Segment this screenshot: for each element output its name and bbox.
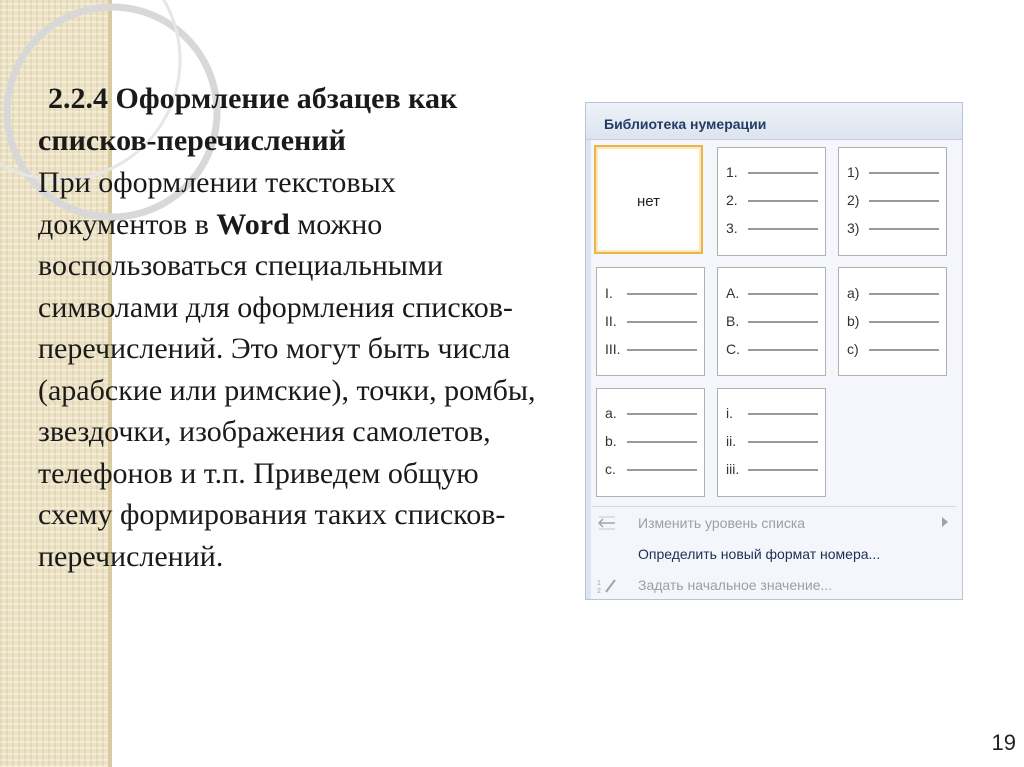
panel-header	[586, 103, 962, 140]
format-number: a)	[847, 285, 860, 301]
page-number: 19	[991, 730, 1016, 755]
format-row	[847, 218, 941, 238]
format-line	[869, 321, 939, 323]
define-new-number-format-label: Определить новый формат номера...	[638, 546, 881, 562]
title-line-2: списков-перечислений	[38, 124, 346, 157]
slide-body	[38, 162, 538, 577]
numbering-pencil-icon	[596, 576, 618, 594]
format-number: b)	[847, 313, 860, 329]
format-line	[748, 200, 818, 202]
format-row	[726, 339, 820, 359]
format-row	[726, 459, 820, 479]
set-numbering-value-label: Задать начальное значение...	[638, 577, 833, 593]
format-line	[627, 349, 697, 351]
change-list-level-item[interactable]	[586, 508, 962, 538]
format-tile-arabic-paren[interactable]	[838, 147, 947, 256]
format-line	[627, 321, 697, 323]
format-tile-alpha-lower-dot[interactable]	[596, 388, 705, 497]
panel-header-label: Библиотека нумерации	[604, 116, 767, 132]
change-list-level-label: Изменить уровень списка	[638, 515, 806, 531]
format-number: C.	[726, 341, 740, 357]
format-line	[869, 293, 939, 295]
format-row	[605, 283, 699, 303]
body-part-2: можно воспользоваться специальными символами для оформления списков-перечислений. Это могут быть числа (арабские или римские), точки, ромбы, звездочки, изображения самолетов, телефонов и т.п. Приведем общую схему формирования таких списков-перечислений.	[38, 207, 536, 573]
format-tile-roman-lower[interactable]	[717, 388, 826, 497]
format-number: c.	[605, 461, 616, 477]
format-row	[726, 218, 820, 238]
body-part-1: При оформлении текстовых документов в	[38, 166, 396, 241]
format-tile-arabic-dot[interactable]	[717, 147, 826, 256]
svg-text:1: 1	[597, 580, 601, 587]
format-line	[869, 228, 939, 230]
define-new-number-format-item[interactable]	[586, 539, 962, 569]
format-none-label: нет	[637, 193, 660, 210]
format-tile-alpha-upper[interactable]	[717, 267, 826, 376]
format-row	[726, 403, 820, 423]
menu-separator	[592, 506, 956, 507]
format-line	[748, 321, 818, 323]
format-row	[726, 283, 820, 303]
format-row	[847, 283, 941, 303]
format-number: III.	[605, 341, 621, 357]
format-none-tile[interactable]	[594, 145, 703, 254]
set-numbering-value-item[interactable]	[586, 570, 962, 600]
format-number: 3)	[847, 220, 860, 236]
format-number: 3.	[726, 220, 738, 236]
format-line	[869, 349, 939, 351]
format-number: A.	[726, 285, 740, 301]
format-row	[847, 162, 941, 182]
format-line	[627, 441, 697, 443]
title-line-1: 2.2.4 Оформление абзацев как	[48, 82, 458, 115]
format-line	[627, 469, 697, 471]
format-row	[847, 190, 941, 210]
format-line	[748, 172, 818, 174]
format-line	[748, 228, 818, 230]
format-number: 2.	[726, 192, 738, 208]
format-line	[748, 349, 818, 351]
format-number: I.	[605, 285, 613, 301]
format-row	[605, 311, 699, 331]
format-row	[726, 162, 820, 182]
format-number: b.	[605, 433, 617, 449]
format-row	[726, 190, 820, 210]
format-tile-alpha-paren[interactable]	[838, 267, 947, 376]
format-row	[847, 311, 941, 331]
indent-arrows-icon	[596, 514, 618, 532]
format-number: iii.	[726, 461, 740, 477]
format-number: 1)	[847, 164, 860, 180]
format-number: a.	[605, 405, 617, 421]
format-row	[726, 311, 820, 331]
format-line	[627, 413, 697, 415]
format-line	[748, 293, 818, 295]
format-number: 2)	[847, 192, 860, 208]
format-row	[605, 403, 699, 423]
slide-title	[38, 78, 538, 162]
format-line	[748, 413, 818, 415]
format-row	[605, 459, 699, 479]
format-line	[869, 172, 939, 174]
format-number: c)	[847, 341, 859, 357]
format-line	[869, 200, 939, 202]
format-line	[627, 293, 697, 295]
format-line	[748, 469, 818, 471]
format-number: ii.	[726, 433, 737, 449]
slide-content	[38, 78, 538, 577]
format-row	[605, 431, 699, 451]
format-number: i.	[726, 405, 733, 421]
format-row	[726, 431, 820, 451]
format-line	[748, 441, 818, 443]
format-row	[847, 339, 941, 359]
numbering-library-panel	[585, 102, 963, 600]
format-number: II.	[605, 313, 617, 329]
submenu-arrow-icon	[942, 517, 948, 527]
format-tile-roman-upper[interactable]	[596, 267, 705, 376]
svg-text:2: 2	[597, 588, 601, 594]
format-number: 1.	[726, 164, 738, 180]
format-number: B.	[726, 313, 740, 329]
format-row	[605, 339, 699, 359]
body-word: Word	[216, 207, 290, 241]
